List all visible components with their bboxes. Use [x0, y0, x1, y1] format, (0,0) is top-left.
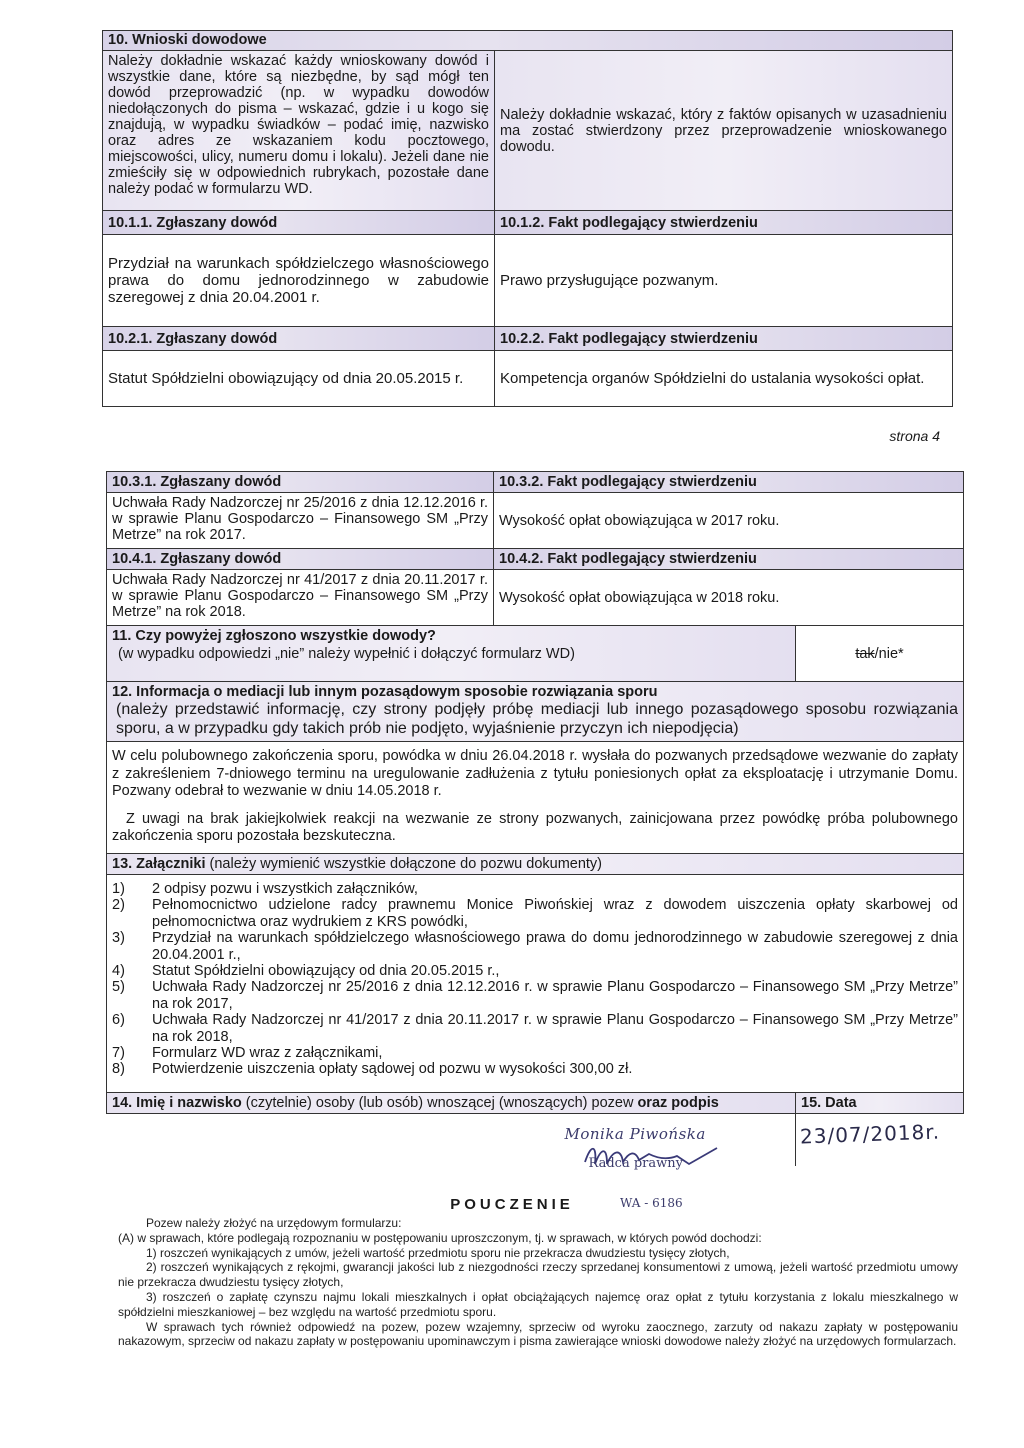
evidence-table-bottom [106, 471, 964, 1171]
evidence-10-1-1: Przydział na warunkach spółdzielczego własnościowego prawa do domu jednorodzinnego w zabudowie szeregowej z dnia 20.04.2001 r. [103, 235, 495, 327]
label-10-4-1: 10.4.1. Zgłaszany dowód [107, 549, 494, 570]
instructions-block [118, 1216, 958, 1349]
evidence-10-4-1: Uchwała Rady Nadzorczej nr 41/2017 z dnia 20.11.2017 r. w sprawie Planu Gospodarczo – Finansowego SM „Przy Metrze” na rok 2018. [107, 570, 494, 626]
section-14-header [107, 1093, 796, 1114]
fact-10-4-2: Wysokość opłat obowiązująca w 2018 roku. [494, 570, 964, 626]
section-11 [107, 626, 796, 682]
fact-10-1-2: Prawo przysługujące pozwanym. [495, 235, 953, 327]
instr-line-4: 3) roszczeń o zapłatę czynszu najmu lokali mieszkalnych i opłat obciążających najemcę oraz opłat z tytułu korzystania z lokalu mieszkalnego w spółdzielni mieszkaniowej – bez względu na wartość przedmiotu sporu. [118, 1289, 958, 1319]
fact-10-2-2: Kompetencja organów Spółdzielni do ustalania wysokości opłat. [495, 351, 953, 407]
label-10-1-2: 10.1.2. Fakt podlegający stwierdzeniu [495, 211, 953, 235]
evidence-10-3-1: Uchwała Rady Nadzorczej nr 25/2016 z dnia 12.12.2016 r. w sprawie Planu Gospodarczo – Finansowego SM „Przy Metrze” na rok 2017. [107, 493, 494, 549]
attachment-text: Przydział na warunkach spółdzielczego własnościowego prawa do domu jednorodzinnego w zabudowie szeregowej z dnia 20.04.2001 r., [152, 930, 958, 963]
attachment-number: 3) [112, 930, 125, 947]
attachment-item [112, 963, 958, 979]
instr-line-2: 1) roszczeń wynikających z umów, jeżeli wartość przedmiotu sporu nie przekracza dwudziestu tysięcy złotych, [146, 1245, 730, 1260]
attachment-number: 5) [112, 979, 125, 996]
label-10-4-2: 10.4.2. Fakt podlegający stwierdzeniu [494, 549, 964, 570]
section-14-title-c: oraz podpis [637, 1095, 719, 1111]
section-12-hint: (należy przedstawić informację, czy strony podjęły próbę mediacji lub innego pozasądowego sposobu rozwiązania sporu, a w przypadku gdy takich prób nie podjęto, wyjaśnienie przyczyn ich niepodjęcia) [116, 701, 958, 737]
attachment-item [112, 1045, 958, 1061]
attachment-number: 7) [112, 1045, 125, 1062]
section-12-body [107, 742, 964, 854]
attachment-text: 2 odpisy pozwu i wszystkich załączników, [152, 881, 418, 897]
attachment-text: Uchwała Rady Nadzorczej nr 41/2017 z dnia 20.11.2017 r. w sprawie Planu Gospodarczo – Finansowego SM „Przy Metrze” na rok 2018, [152, 1012, 958, 1045]
attachment-number: 6) [112, 1012, 125, 1029]
section-10-instructions-right: Należy dokładnie wskazać, który z faktów opisanych w uzasadnieniu ma zostać stwierdzony przez przeprowadzenie wnioskowanego dowodu. [495, 51, 953, 211]
attachment-number: 2) [112, 897, 125, 914]
attachment-text: Pełnomocnictwo udzielone radcy prawnemu Monice Piwońskiej wraz z dowodem uiszczenia opłaty skarbowej od pełnomocnictwa oraz wydrukiem z KRS powódki, [152, 897, 958, 930]
section-15-title: 15. Data [796, 1093, 964, 1114]
section-12-title: 12. Informacja o mediacji lub innym pozasądowym sposobie rozwiązania sporu [112, 684, 658, 700]
section-14-title-a: 14. Imię i nazwisko [112, 1095, 242, 1111]
evidence-table-top [102, 30, 953, 407]
stamp-role: Radca prawny [588, 1156, 683, 1171]
attachment-number: 8) [112, 1061, 125, 1078]
attachment-item [112, 897, 958, 930]
evidence-10-2-1: Statut Spółdzielni obowiązujący od dnia 20.05.2015 r. [103, 351, 495, 407]
stamp-name: Monika Piwońska [564, 1125, 706, 1143]
section-11-question: 11. Czy powyżej zgłoszono wszystkie dowody? [112, 628, 436, 644]
label-10-1-1: 10.1.1. Zgłaszany dowód [103, 211, 495, 235]
section-10-title: 10. Wnioski dowodowe [103, 31, 953, 51]
attachment-text: Potwierdzenie uiszczenia opłaty sądowej od pozwu w wysokości 300,00 zł. [152, 1061, 633, 1078]
section-11-hint: (w wypadku odpowiedzi „nie” należy wypełnić i dołączyć formularz WD) [118, 646, 575, 662]
section-12-header [107, 682, 964, 742]
section-10-instructions-left: Należy dokładnie wskazać każdy wnioskowany dowód i wszystkie dane, które są niezbędne, by sąd mógł ten dowód przeprowadzić (np. w wypadku dowodów niedołączonych do pisma – wskazać, gdzie i u kogo się znajdują, w wypadku świadków – podać imię, nazwisko oraz adres ze wskazaniem kodu pocztowego, miejscowości, ulicy, numeru domu i lokalu). Jeżeli dane nie zmieściły się w odpowiednich rubrykach, pozostałe dane należy podać w formularzu WD. [103, 51, 495, 211]
mediation-paragraph-2: Z uwagi na brak jakiejkolwiek reakcji na wezwanie ze strony pozwanych, zainicjowana przez powódkę próba polubownego zakończenia sporu pozostała bezskuteczna. [112, 810, 958, 844]
section-11-answer [796, 626, 964, 682]
attachment-number: 1) [112, 881, 125, 897]
attachment-text: Statut Spółdzielni obowiązujący od dnia 20.05.2015 r., [152, 963, 500, 980]
label-10-2-1: 10.2.1. Zgłaszany dowód [103, 327, 495, 351]
attachment-item [112, 979, 958, 1012]
attachment-item [112, 1061, 958, 1077]
instr-line-3: 2) roszczeń wynikających z rękojmi, gwarancji jakości lub z niezgodności rzeczy sprzedanej konsumentowi z umową, jeżeli wartość przedmiotu umowy nie przekracza dwudziestu tysięcy złotych, [118, 1260, 958, 1290]
attachment-number: 4) [112, 963, 125, 980]
instructions-title: POUCZENIE [450, 1196, 574, 1213]
attachment-item [112, 1012, 958, 1045]
instr-line-1: (A) w sprawach, które podlegają rozpoznaniu w postępowaniu uproszczonym, tj. w sprawach, w których powód dochodzi: [118, 1230, 762, 1245]
answer-rest: /nie* [874, 645, 904, 662]
label-10-2-2: 10.2.2. Fakt podlegający stwierdzeniu [495, 327, 953, 351]
section-13-hint: (należy wymienić wszystkie dołączone do pozwu dokumenty) [205, 856, 603, 872]
section-13-title: 13. Załączniki [112, 856, 206, 872]
date-cell [796, 1114, 964, 1166]
attachment-item [112, 881, 958, 897]
label-10-3-1: 10.3.1. Zgłaszany dowód [107, 472, 494, 493]
attachments-list [107, 875, 964, 1093]
section-14-title-b: (czytelnie) osoby (lub osób) wnoszącej (wnoszących) pozew [241, 1095, 638, 1111]
stamp-number: WA - 6186 [620, 1196, 683, 1210]
mediation-paragraph-1: W celu polubownego zakończenia sporu, powódka w dniu 26.04.2018 r. wysłała do pozwanych przedsądowe wezwanie do zapłaty z zakreśleniem 7-dniowego terminu na uregulowanie zadłużenia z tytułu poniesionych opłat za eksploatację i utrzymanie Domu. Pozwany odebrał to wezwanie w dniu 14.05.2018 r. [112, 748, 958, 799]
label-10-3-2: 10.3.2. Fakt podlegający stwierdzeniu [494, 472, 964, 493]
instr-line-5: W sprawach tych również odpowiedź na pozew, pozew wzajemny, sprzeciw od wyroku zaocznego, zarzuty od nakazu zapłaty w postępowaniu nakazowym, sprzeciw od nakazu zapłaty w postępowaniu upominawczym i pisma zawierające wnioski dowodowe należy złożyć na urzędowych formularzach. [118, 1319, 958, 1349]
signature-cell [107, 1114, 796, 1171]
attachment-text: Formularz WD wraz z załącznikami, [152, 1045, 383, 1062]
page-number: strona 4 [889, 428, 940, 444]
fact-10-3-2: Wysokość opłat obowiązująca w 2017 roku. [494, 493, 964, 549]
section-13-header [107, 854, 964, 875]
instr-line-0: Pozew należy złożyć na urzędowym formularzu: [146, 1216, 402, 1230]
handwritten-date: 23/07/2018r. [799, 1119, 941, 1149]
attachment-item [112, 930, 958, 963]
answer-struck: tak [855, 645, 875, 662]
attachment-text: Uchwała Rady Nadzorczej nr 25/2016 z dnia 12.12.2016 r. w sprawie Planu Gospodarczo – Finansowego SM „Przy Metrze” na rok 2017, [152, 979, 958, 1012]
